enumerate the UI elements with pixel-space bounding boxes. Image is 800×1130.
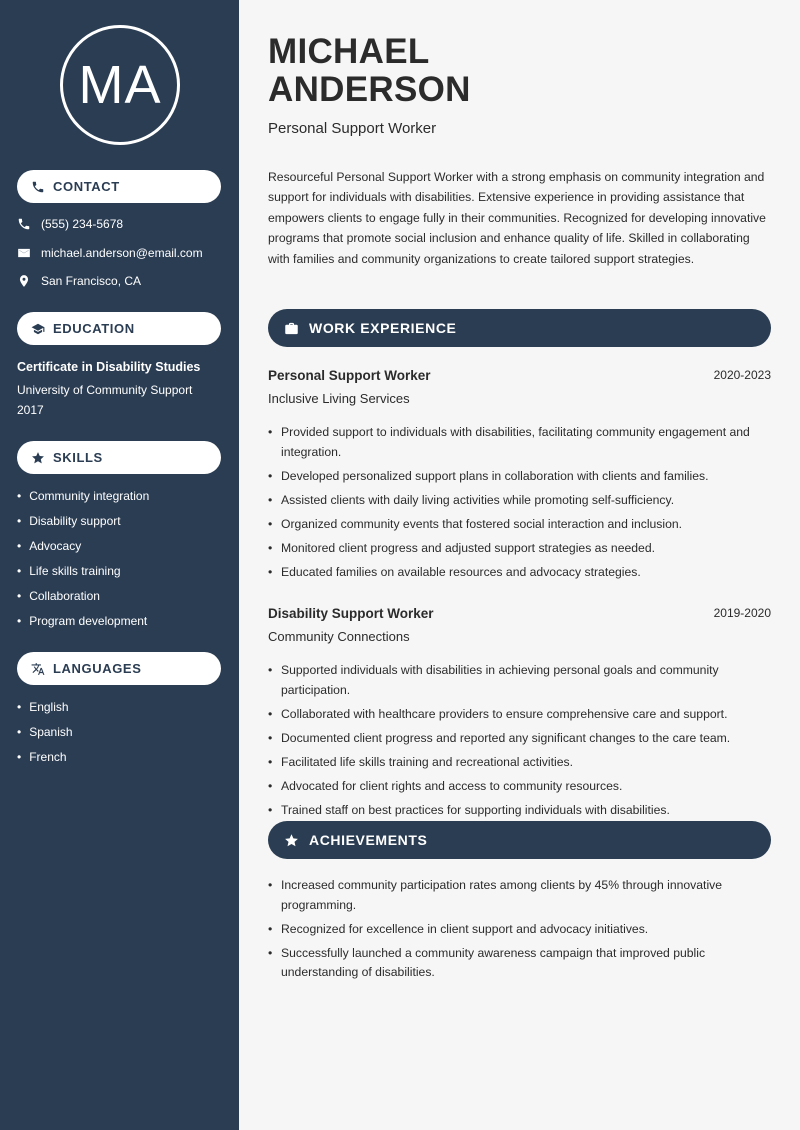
achievements-heading xyxy=(268,821,771,859)
candidate-name xyxy=(268,33,768,109)
job-title: Personal Support Worker xyxy=(268,120,437,137)
skill-item: • Life skills training xyxy=(17,563,149,588)
job-2-organization: Community Connections xyxy=(268,629,410,644)
job-2-dates: 2019-2020 xyxy=(713,606,771,620)
phone-icon xyxy=(17,217,31,231)
contact-heading xyxy=(17,170,221,203)
work-experience-heading xyxy=(268,309,771,347)
job-bullet: • Provided support to individuals with disabilities, facilitating community engagement and integration. xyxy=(268,423,764,462)
job-bullet: • Organized community events that fostered social interaction and inclusion. xyxy=(268,515,764,535)
name-last: ANDERSON xyxy=(268,70,471,109)
languages-heading-label: LANGUAGES xyxy=(53,661,142,676)
email-text: michael.anderson@email.com xyxy=(41,246,203,260)
education-heading-label: EDUCATION xyxy=(53,321,135,336)
email-icon xyxy=(17,246,31,260)
education-degree: Certificate in Disability Studies xyxy=(17,360,201,374)
translate-icon xyxy=(31,662,45,676)
name-first: MICHAEL xyxy=(268,32,430,71)
education-heading xyxy=(17,312,221,345)
work-experience-label: WORK EXPERIENCE xyxy=(309,320,457,336)
job-bullet: • Developed personalized support plans in collaboration with clients and families. xyxy=(268,467,764,487)
achievement-item: • Increased community participation rates among clients by 45% through innovative programming. xyxy=(268,876,764,915)
contact-phone xyxy=(17,217,123,231)
job-1-bullets xyxy=(268,423,764,587)
phone-icon xyxy=(31,180,45,194)
job-bullet: • Advocated for client rights and access to community resources. xyxy=(268,777,764,797)
languages-list xyxy=(17,699,73,774)
sidebar xyxy=(0,0,239,1130)
professional-summary: Resourceful Personal Support Worker with a strong emphasis on community integration and support for individuals with disabilities. Extensive experience in providing assistance that empowers clients to engage fully in their communities. Recognized for developing innovative programs that promote social inclusion and enhance quality of life. Skilled in collaborating with families and community organizations to create tailored support strategies. xyxy=(268,170,766,266)
achievements-list xyxy=(268,876,764,987)
achievement-item: • Recognized for excellence in client support and advocacy initiatives. xyxy=(268,920,764,940)
star-icon xyxy=(31,451,45,465)
job-bullet: • Facilitated life skills training and recreational activities. xyxy=(268,753,764,773)
skill-item: • Collaboration xyxy=(17,588,149,613)
education-school: University of Community Support xyxy=(17,383,193,397)
skills-heading-label: SKILLS xyxy=(53,450,103,465)
skill-item: • Disability support xyxy=(17,513,149,538)
skills-heading xyxy=(17,441,221,474)
monogram-avatar: MA xyxy=(60,25,180,145)
job-bullet: • Supported individuals with disabilities in achieving personal goals and community participation. xyxy=(268,661,764,700)
job-bullet: • Assisted clients with daily living activities while promoting self-sufficiency. xyxy=(268,491,764,511)
skill-item: • Advocacy xyxy=(17,538,149,563)
language-item: • French xyxy=(17,749,73,774)
job-bullet: • Documented client progress and reported any significant changes to the care team. xyxy=(268,729,764,749)
language-item: • English xyxy=(17,699,73,724)
job-bullet: • Monitored client progress and adjusted support strategies as needed. xyxy=(268,539,764,559)
phone-text: (555) 234-5678 xyxy=(41,217,124,231)
job-bullet: • Trained staff on best practices for supporting individuals with disabilities. xyxy=(268,801,764,821)
language-item: • Spanish xyxy=(17,724,73,749)
achievement-item: • Successfully launched a community awareness campaign that improved public understanding of disabilities. xyxy=(268,944,764,983)
star-icon xyxy=(284,833,299,848)
graduation-cap-icon xyxy=(31,322,45,336)
job-bullet: • Educated families on available resources and advocacy strategies. xyxy=(268,563,764,583)
briefcase-icon xyxy=(284,321,299,336)
location-text: San Francisco, CA xyxy=(41,274,142,288)
skill-item: • Program development xyxy=(17,613,149,638)
contact-email xyxy=(17,246,203,260)
languages-heading xyxy=(17,652,221,685)
education-year: 2017 xyxy=(17,403,44,417)
skills-list xyxy=(17,488,149,638)
job-1-organization: Inclusive Living Services xyxy=(268,391,410,406)
contact-location xyxy=(17,274,141,288)
job-2-title: Disability Support Worker xyxy=(268,606,434,621)
skill-item: • Community integration xyxy=(17,488,149,513)
job-1-title: Personal Support Worker xyxy=(268,368,431,383)
job-1-dates: 2020-2023 xyxy=(713,368,771,382)
location-pin-icon xyxy=(17,274,31,288)
job-bullet: • Collaborated with healthcare providers to ensure comprehensive care and support. xyxy=(268,705,764,725)
job-2-bullets xyxy=(268,661,764,825)
contact-heading-label: CONTACT xyxy=(53,179,120,194)
achievements-label: ACHIEVEMENTS xyxy=(309,832,428,848)
